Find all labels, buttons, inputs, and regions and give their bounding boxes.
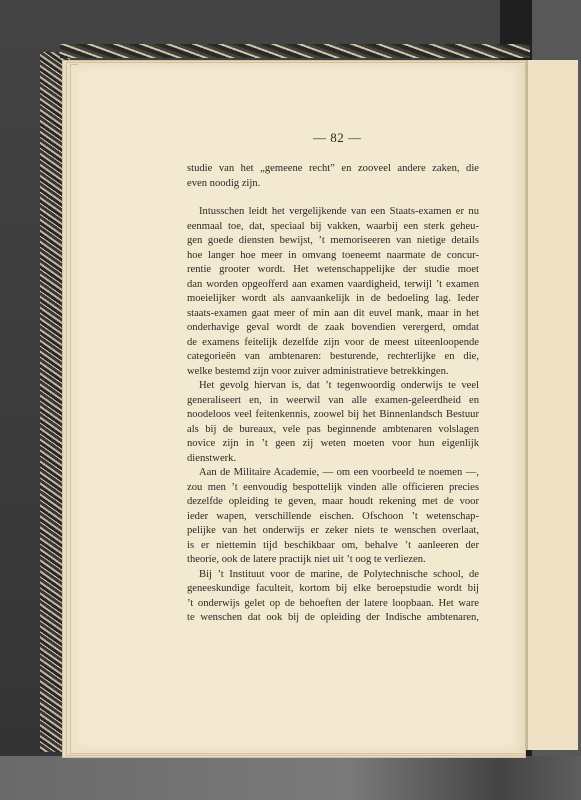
- background-bottom: [0, 756, 581, 800]
- text-line: noodeloos veel feitenkennis, zoowel bij het Binnenlandsch Bestuur: [187, 409, 479, 420]
- text-line: ieder wapen, verschillende eischen. Ofschoon ’t wetenschap-: [187, 510, 479, 522]
- text-line: studie van het „gemeene recht” en zooveel andere zaken, die: [187, 163, 479, 174]
- text-line: Aan de Militaire Academie, — om een voorbeeld te noemen —,: [199, 467, 479, 478]
- text-line: Het gevolg hiervan is, dat ’t tegenwoordig onderwijs te veel: [199, 380, 479, 391]
- text-line: categorieën van ambtenaren: besturende, rechterlijke en die,: [187, 351, 479, 362]
- text-line: zou men ’t eenvoudig bespottelijk vinden alle officieren precies: [187, 481, 479, 493]
- background-top: [0, 0, 581, 48]
- page-number: — 82 —: [313, 130, 362, 145]
- text-line: pelijke van het onderwijs er zeker niets te wenschen overlaat,: [187, 525, 479, 536]
- text-line: staats-examen gaat meer of min aan dit euvel mank, maar in het: [187, 307, 479, 319]
- text-line: moeielijker wordt als aanvaankelijk in de bedoeling lag. Ieder: [187, 293, 479, 304]
- text-line: dan worden opgeofferd aan examen vaardigheid, terwijl ’t examen: [187, 278, 479, 290]
- text-line: rentie grooter wordt. Het wetenschappelijke der studie moet: [187, 264, 479, 275]
- text-line: novice zijn in ’t geen zij weten moeten voor hun eigenlijk: [187, 438, 479, 449]
- text-line: eenmaal toe, dat, speciaal bij vakken, waarbij een sterk geheu-: [187, 220, 479, 232]
- text-line: dienstwerk.: [187, 452, 237, 464]
- marbled-cover-top: [60, 44, 530, 58]
- text-line: te wenschen dat ook bij de opleiding der Indische ambtenaren,: [187, 612, 479, 623]
- text-line: gen goede diensten bewijst, ’t memoriseeren van nietige details: [187, 235, 479, 246]
- body-text: [187, 162, 479, 626]
- text-line: als bij de bureaux, vele pas beginnende ambtenaren volslagen: [187, 423, 479, 435]
- text-line: is er niettemin tijd beschikbaar om, behalve ’t aanleeren der: [187, 539, 479, 551]
- text-line: geneeskundige faculteit, kortom bij elke beroepstudie wordt bij: [187, 583, 479, 594]
- text-line: Intusschen leidt het vergelijkende van een Staats-examen er nu: [199, 206, 479, 217]
- text-line: even noodig zijn.: [187, 177, 261, 189]
- text-line: dezelfde opleiding te geven, maar houdt rekening met de voor: [187, 496, 479, 507]
- text-line: Bij ’t Instituut voor de marine, de Polytechnische school, de: [199, 568, 479, 580]
- text-line: welke bestemd zijn voor zuiver administratieve betrekkingen.: [187, 365, 449, 377]
- text-line: theorie, ook de latere practijk niet uit ’t oog te verliezen.: [187, 554, 426, 565]
- paragraph-gap: [187, 191, 479, 205]
- text-line: onderhavige geval wordt de zaak bovendien verergerd, omdat: [187, 322, 479, 333]
- text-line: ’t onderwijs gelet op de behoeften der latere loopbaan. Het ware: [187, 597, 479, 609]
- text-line: hoe langer hoe meer in omvang toeneemt naarmate de concur-: [187, 249, 479, 261]
- facing-page: [526, 60, 578, 750]
- text-line: generaliseert en, in weerwil van alle examen-geleerdheid en: [187, 394, 479, 406]
- text-line: de examens feitelijk dezelfde zijn voor de meest uiteenloopende: [187, 336, 479, 348]
